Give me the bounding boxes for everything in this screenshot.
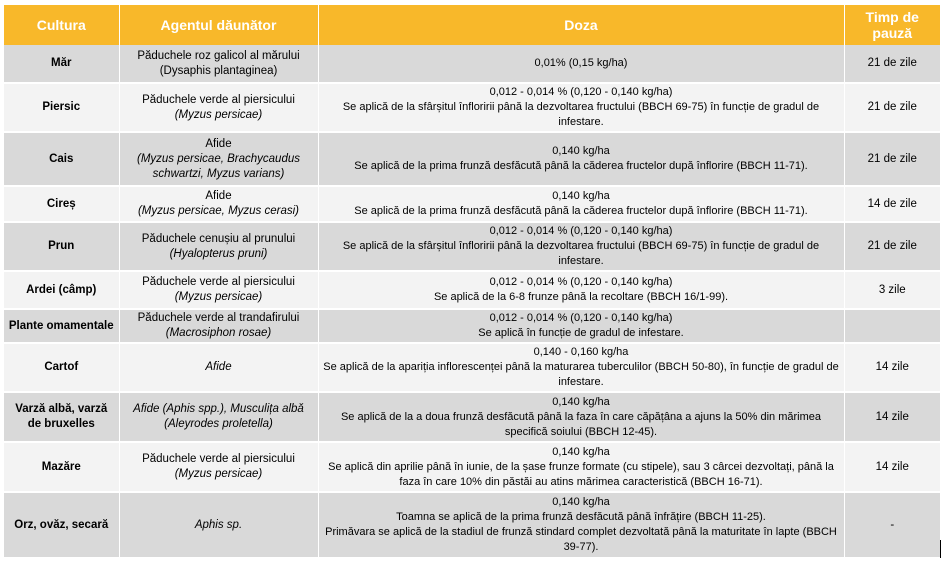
text-cursor-mark: [940, 540, 941, 558]
agent-name: Păduchele verde al piersicului: [142, 93, 295, 106]
crop-cell: Cireș: [4, 186, 119, 222]
agent-name: Păduchele verde al piersicului: [142, 276, 295, 288]
agent-cell: [119, 492, 318, 558]
agent-latin: (Dysaphis plantaginea): [159, 64, 278, 77]
dose-cell: [318, 492, 844, 558]
agent-latin: (Macrosiphon rosae): [165, 327, 272, 339]
agent-cell: [119, 83, 318, 132]
table-row: [4, 186, 940, 222]
agent-cell: [119, 343, 318, 392]
table-row: [4, 83, 940, 132]
dose-note: Se aplică de la apariția inflorescenței până la maturarea tuberculilor (BBCH 50-80), în funcție de gradul de infestare.: [323, 361, 839, 388]
table-row: [4, 442, 940, 492]
dose-amount: 0,012 - 0,014 % (0,120 - 0,140 kg/ha): [489, 225, 673, 237]
dose-amount: 0,012 - 0,014 % (0,120 - 0,140 kg/ha): [489, 276, 673, 288]
table-row: [4, 309, 940, 343]
dose-amount: 0,140 kg/ha: [552, 496, 610, 508]
crop-cell: Orz, ovăz, secară: [4, 492, 119, 558]
dose-cell: [318, 222, 844, 271]
agent-latin: (Aleyrodes proletella): [164, 418, 273, 430]
dose-amount: 0,140 kg/ha: [552, 190, 610, 202]
dose-cell: [318, 45, 844, 83]
agent-name: Păduchele roz galicol al mărului: [137, 49, 300, 62]
agent-cell: [119, 132, 318, 186]
pause-cell: 21 de zile: [844, 83, 940, 132]
dose-note: Se aplică de la 6-8 frunze până la recoltare (BBCH 16/1-99).: [433, 291, 729, 303]
pause-cell: 21 de zile: [844, 45, 940, 83]
header-agent: Agentul dăunător: [119, 5, 318, 45]
crop-cell: Cartof: [4, 343, 119, 392]
agent-name: Afide: [205, 361, 232, 373]
dose-amount: 0,140 - 0,160 kg/ha: [533, 346, 629, 358]
agent-cell: [119, 309, 318, 343]
agent-cell: [119, 392, 318, 442]
dose-note: Se aplică de la sfârșitul înfloririi până la dezvoltarea fructului (BBCH 69-75) în funcție de gradul de infestare.: [342, 101, 820, 128]
agent-cell: [119, 442, 318, 492]
dose-note: Se aplică din aprilie până în iunie, de la șase frunze formate (cu stipele), sau 3 cârcei dezvoltați, până la faza în care 10% din păstăi au atins mărimea caracteristică (BBCH 16-71).: [328, 460, 834, 488]
pause-cell: 21 de zile: [844, 222, 940, 271]
pause-cell: 3 zile: [844, 271, 940, 309]
pesticide-dose-table: [4, 5, 940, 559]
dose-amount: 0,012 - 0,014 % (0,120 - 0,140 kg/ha): [489, 312, 673, 324]
agent-name: Afide: [205, 190, 232, 202]
table-header-row: [4, 5, 940, 45]
agent-name: Păduchele verde al trandafirului: [137, 312, 300, 324]
agent-latin: (Hyalopterus pruni): [169, 247, 268, 260]
dose-cell: [318, 186, 844, 222]
dose-note: Se aplică de la sfârșitul înfloririi până la dezvoltarea fructului (BBCH 69-75) în funcție de gradul de infestare.: [342, 240, 820, 267]
dose-amount: 0,140 kg/ha: [552, 445, 610, 458]
crop-cell: Plante omamentale: [4, 309, 119, 343]
header-timp-pauza: Timp de pauză: [844, 5, 940, 45]
agent-name: Afide: [205, 137, 232, 150]
crop-cell: Prun: [4, 222, 119, 271]
dose-note: Se aplică de la prima frunză desfăcută până la căderea fructelor după înflorire (BBCH 11-71).: [354, 205, 808, 217]
dose-cell: [318, 392, 844, 442]
dose-amount: 0,01% (0,15 kg/ha): [534, 57, 628, 69]
header-cultura: Cultura: [4, 5, 119, 45]
dose-cell: [318, 442, 844, 492]
agent-cell: [119, 222, 318, 271]
agent-cell: [119, 186, 318, 222]
crop-cell: Cais: [4, 132, 119, 186]
pause-cell: [844, 309, 940, 343]
dose-note: Se aplică de la a doua frunză desfăcută până la faza în care căpățâna a ajuns la 50% din mărimea specifică soiului (BBCH 12-45).: [340, 410, 822, 438]
agent-latin: (Myzus persicae): [174, 468, 263, 480]
table-row: [4, 222, 940, 271]
dose-note: Se aplică în funcție de gradul de infestare.: [478, 327, 684, 339]
agent-cell: [119, 271, 318, 309]
pause-cell: 14 zile: [844, 442, 940, 492]
pause-cell: 21 de zile: [844, 132, 940, 186]
dose-amount: 0,140 kg/ha: [552, 395, 610, 408]
agent-cell: [119, 45, 318, 83]
agent-name: Aphis sp.: [194, 518, 243, 531]
agent-name: Păduchele verde al piersicului: [142, 453, 295, 465]
table-row: [4, 132, 940, 186]
agent-latin: (Myzus persicae): [174, 291, 263, 303]
table-row: [4, 343, 940, 392]
agent-name: Afide (Aphis spp.), Musculița albă: [133, 403, 304, 415]
table-row: [4, 271, 940, 309]
agent-latin: (Myzus persicae, Brachycaudus schwartzi, Myzus varians): [137, 152, 300, 180]
dose-note-autumn: Toamna se aplică de la prima frunză desfăcută până înfrățire (BBCH 11-25).: [396, 511, 766, 523]
agent-latin: (Myzus persicae, Myzus cerasi): [137, 205, 300, 217]
header-doza: Doza: [318, 5, 844, 45]
dose-cell: [318, 343, 844, 392]
dose-note: Se aplică de la prima frunză desfăcută până la căderea fructelor după înflorire (BBCH 11-71).: [354, 160, 808, 172]
crop-cell: Măr: [4, 45, 119, 83]
pause-cell: 14 zile: [844, 343, 940, 392]
agent-name: Păduchele cenușiu al prunului: [141, 232, 296, 245]
dose-amount: 0,140 kg/ha: [552, 145, 610, 157]
dose-cell: [318, 132, 844, 186]
table-row: [4, 392, 940, 442]
dose-cell: [318, 309, 844, 343]
pause-cell: 14 de zile: [844, 186, 940, 222]
pause-cell: 14 zile: [844, 392, 940, 442]
crop-cell: Ardei (câmp): [4, 271, 119, 309]
dose-note-spring: Primăvara se aplică de la stadiul de frunză stindard complet dezvoltată până la maturitate în lapte (BBCH 39-77).: [325, 526, 837, 553]
table-row: [4, 492, 940, 558]
dose-cell: [318, 83, 844, 132]
crop-cell: Mazăre: [4, 442, 119, 492]
agent-latin: (Myzus persicae): [174, 108, 263, 121]
dose-amount: 0,012 - 0,014 % (0,120 - 0,140 kg/ha): [489, 86, 673, 98]
pause-cell: -: [844, 492, 940, 558]
crop-cell: Piersic: [4, 83, 119, 132]
dose-cell: [318, 271, 844, 309]
crop-cell: Varză albă, varză de bruxelles: [4, 392, 119, 442]
table-row: [4, 45, 940, 83]
